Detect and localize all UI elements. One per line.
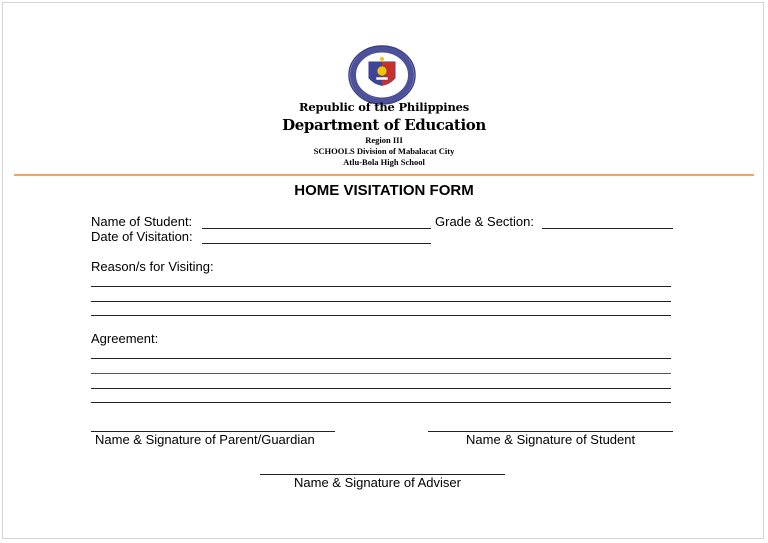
student-name-line[interactable] bbox=[202, 228, 431, 229]
letterhead-division: SCHOOLS Division of Mabalacat City bbox=[313, 146, 455, 156]
agreement-line[interactable] bbox=[91, 402, 671, 403]
agreement-line[interactable] bbox=[91, 373, 671, 374]
agreement-line[interactable] bbox=[91, 388, 671, 389]
agreement-line[interactable] bbox=[91, 358, 671, 359]
visit-date-line[interactable] bbox=[202, 243, 431, 244]
letterhead-republic: Republic of the Philippines bbox=[299, 100, 469, 114]
form-title: HOME VISITATION FORM bbox=[294, 182, 474, 199]
deped-seal-icon bbox=[347, 44, 417, 106]
student-name-label: Name of Student: bbox=[91, 214, 193, 229]
header-divider bbox=[14, 174, 754, 176]
reasons-label: Reason/s for Visiting: bbox=[91, 259, 214, 274]
reasons-line[interactable] bbox=[91, 315, 671, 316]
parent-signature-label: Name & Signature of Parent/Guardian bbox=[95, 432, 315, 447]
letterhead-department: Department of Education bbox=[282, 116, 486, 134]
letterhead-school: Atlu-Bola High School bbox=[343, 157, 425, 167]
visit-date-label: Date of Visitation: bbox=[91, 229, 193, 244]
letterhead-region: Region III bbox=[365, 135, 403, 145]
agreement-label: Agreement: bbox=[91, 331, 159, 346]
reasons-line[interactable] bbox=[91, 286, 671, 287]
reasons-line[interactable] bbox=[91, 301, 671, 302]
grade-section-line[interactable] bbox=[542, 228, 673, 229]
adviser-signature-label: Name & Signature of Adviser bbox=[294, 475, 461, 490]
student-signature-label: Name & Signature of Student bbox=[466, 432, 636, 447]
grade-section-label: Grade & Section: bbox=[435, 214, 534, 229]
